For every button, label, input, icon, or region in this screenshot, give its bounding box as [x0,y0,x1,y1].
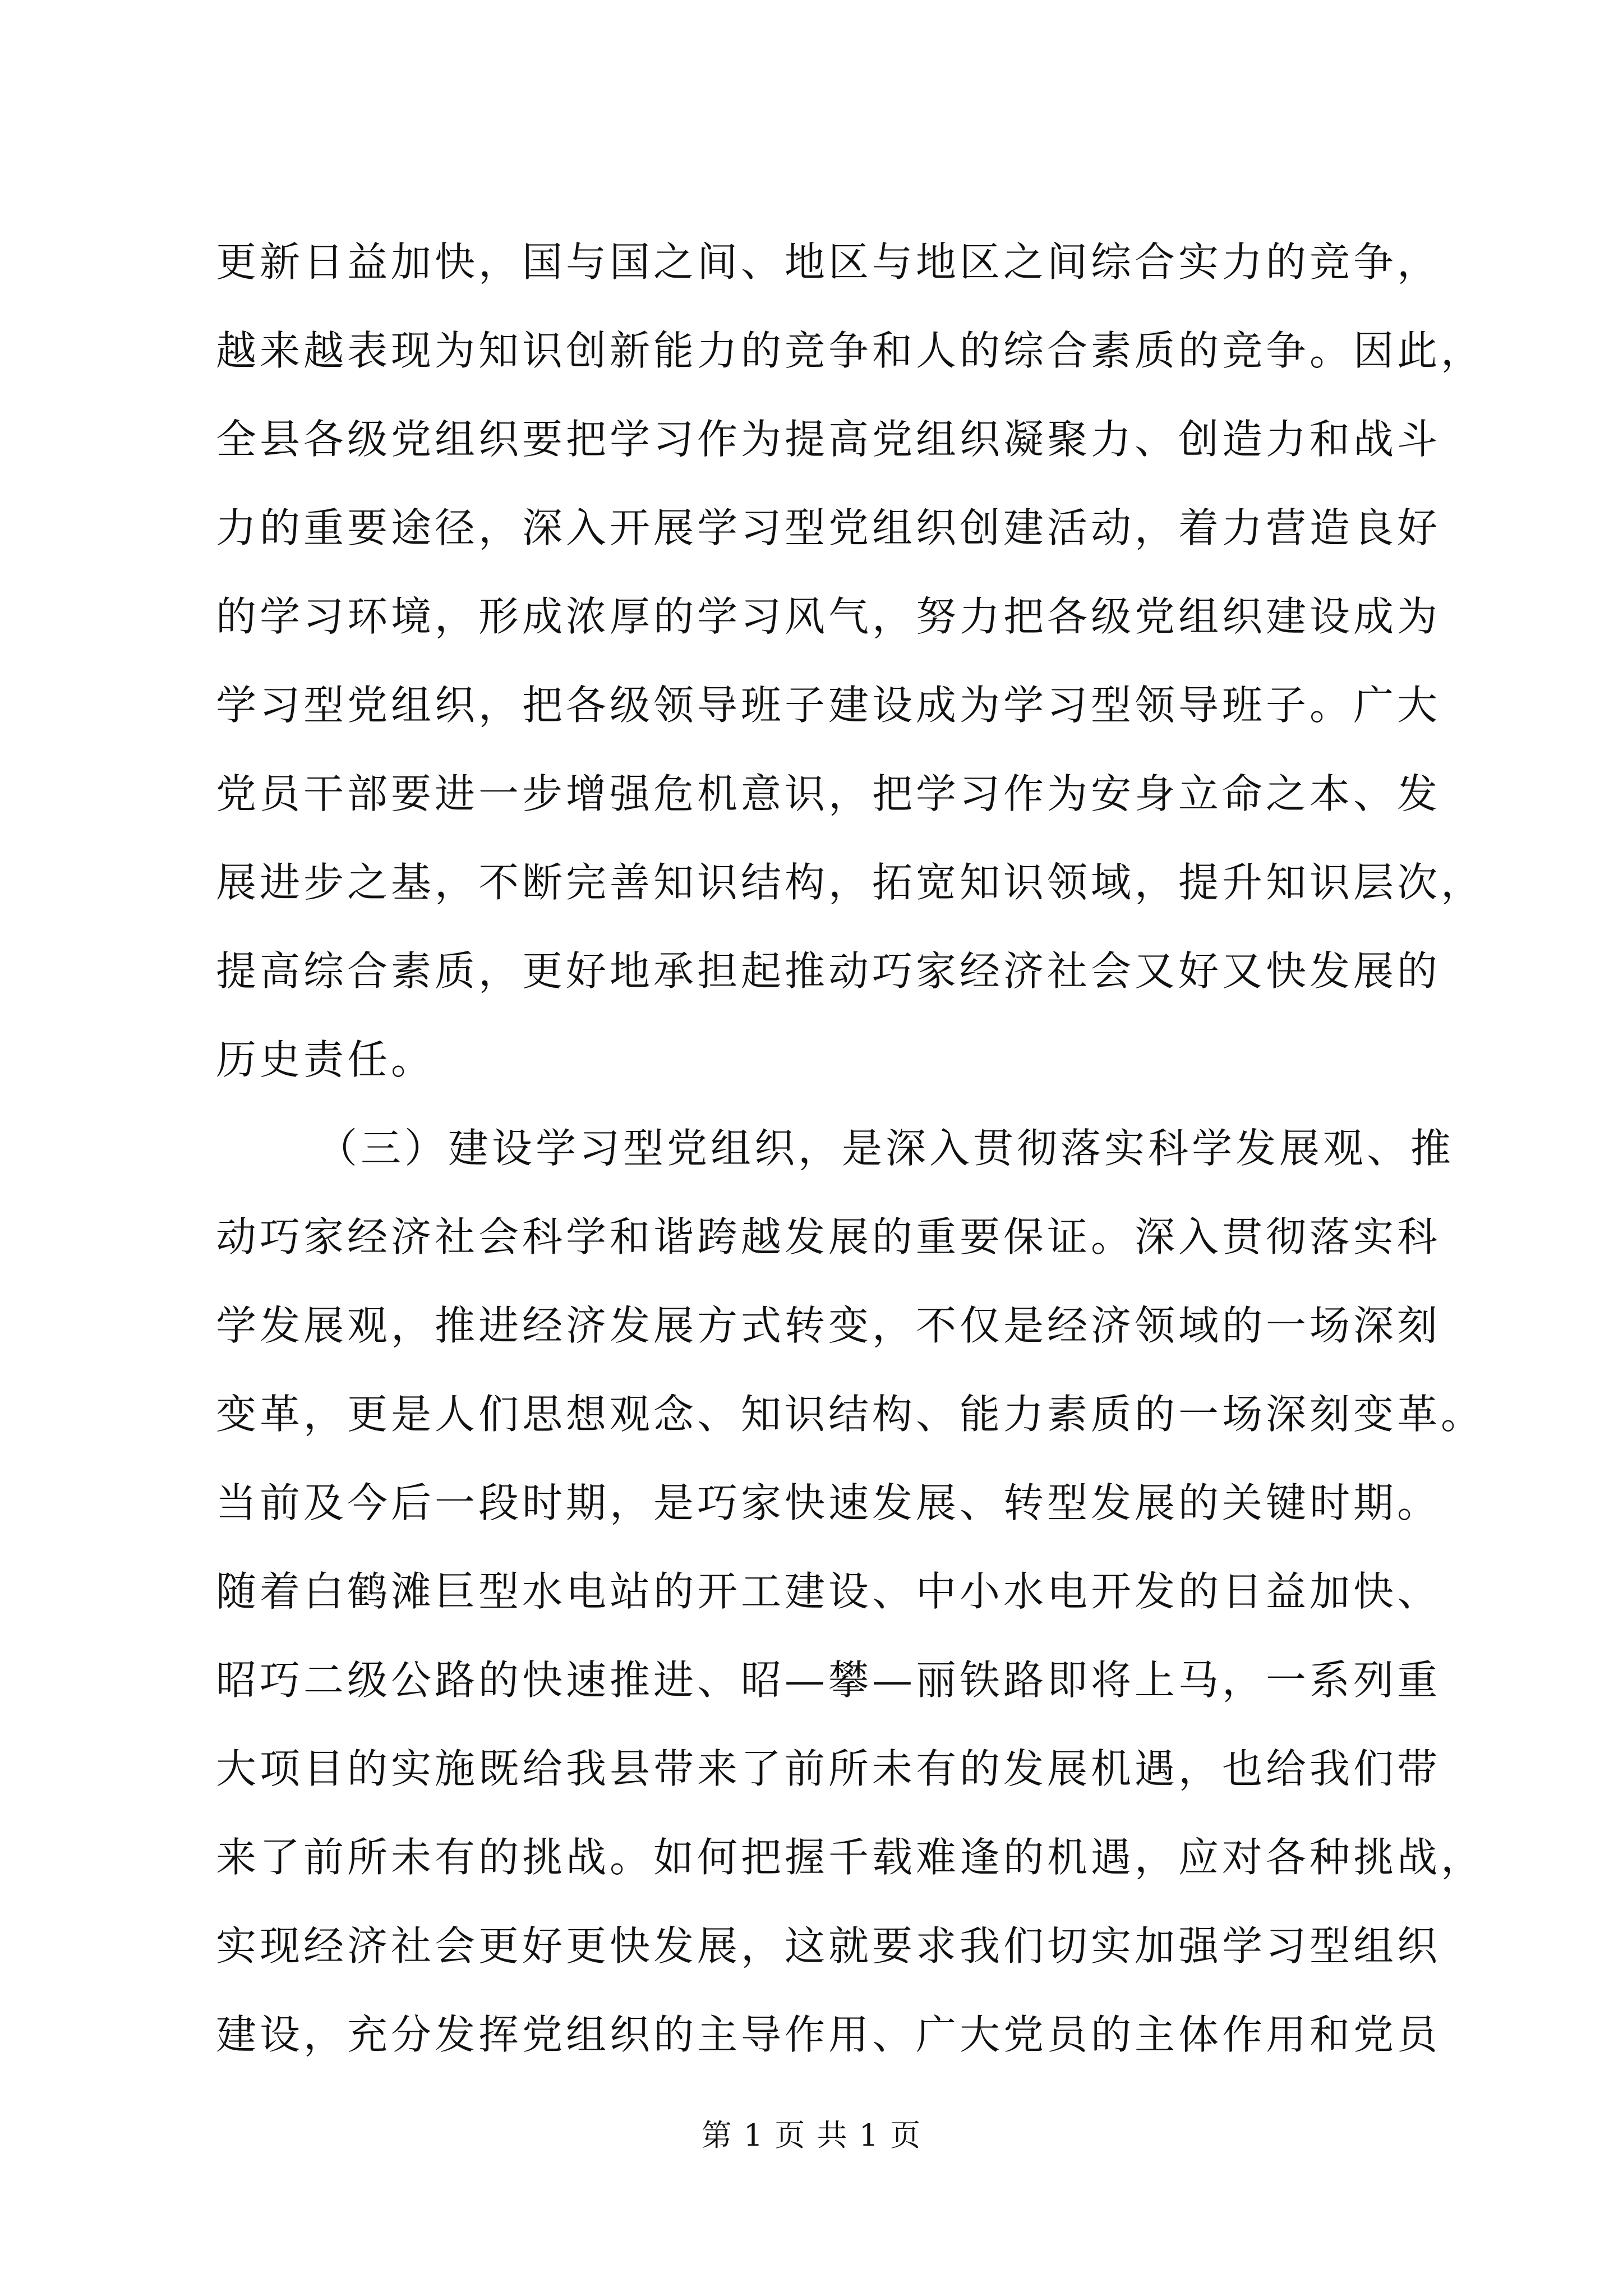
text-line: 大项目的实施既给我县带来了前所未有的发展机遇，也给我们带 [216,1745,1441,1792]
text-line: 全县各级党组织要把学习作为提高党组织凝聚力、创造力和战斗 [216,416,1441,463]
body-text [216,218,1485,2079]
text-line: 来了前所未有的挑战。如何把握千载难逢的机遇，应对各种挑战， [216,1834,1485,1881]
text-line: 力的重要途径，深入开展学习型党组织创建活动，着力营造良好 [216,504,1441,551]
text-line: 实现经济社会更好更快发展，这就要求我们切实加强学习型组织 [216,1922,1441,1970]
text-line: 提高综合素质，更好地承担起推动巧家经济社会又好又快发展的 [216,947,1441,995]
text-line: 历史责任。 [216,1036,435,1083]
text-line: 展进步之基，不断完善知识结构，拓宽知识领域，提升知识层次， [216,859,1485,906]
text-line: 更新日益加快，国与国之间、地区与地区之间综合实力的竞争， [216,238,1441,286]
text-line: 建设，充分发挥党组织的主导作用、广大党员的主体作用和党员 [216,2011,1441,2058]
text-line: 随着白鹤滩巨型水电站的开工建设、中小水电开发的日益加快、 [216,1568,1441,1615]
page-footer: 第 1 页 共 1 页 [701,2118,922,2153]
text-line: 变革，更是人们思想观念、知识结构、能力素质的一场深刻变革。 [216,1391,1485,1438]
text-line: 当前及今后一段时期，是巧家快速发展、转型发展的关键时期。 [216,1479,1441,1526]
text-line: 学发展观，推进经济发展方式转变，不仅是经济领域的一场深刻 [216,1302,1441,1349]
text-line: 的学习环境，形成浓厚的学习风气，努力把各级党组织建设成为 [216,593,1441,640]
paragraph-start-line: （三）建设学习型党组织，是深入贯彻落实科学发展观、推 [317,1125,1455,1172]
text-line: 动巧家经济社会科学和谐跨越发展的重要保证。深入贯彻落实科 [216,1213,1441,1260]
text-line: 党员干部要进一步增强危机意识，把学习作为安身立命之本、发 [216,770,1441,817]
text-line: 昭巧二级公路的快速推进、昭—攀—丽铁路即将上马，一系列重 [216,1657,1441,1704]
text-line: 学习型党组织，把各级领导班子建设成为学习型领导班子。广大 [216,682,1441,729]
text-line: 越来越表现为知识创新能力的竞争和人的综合素质的竞争。因此， [216,327,1485,374]
